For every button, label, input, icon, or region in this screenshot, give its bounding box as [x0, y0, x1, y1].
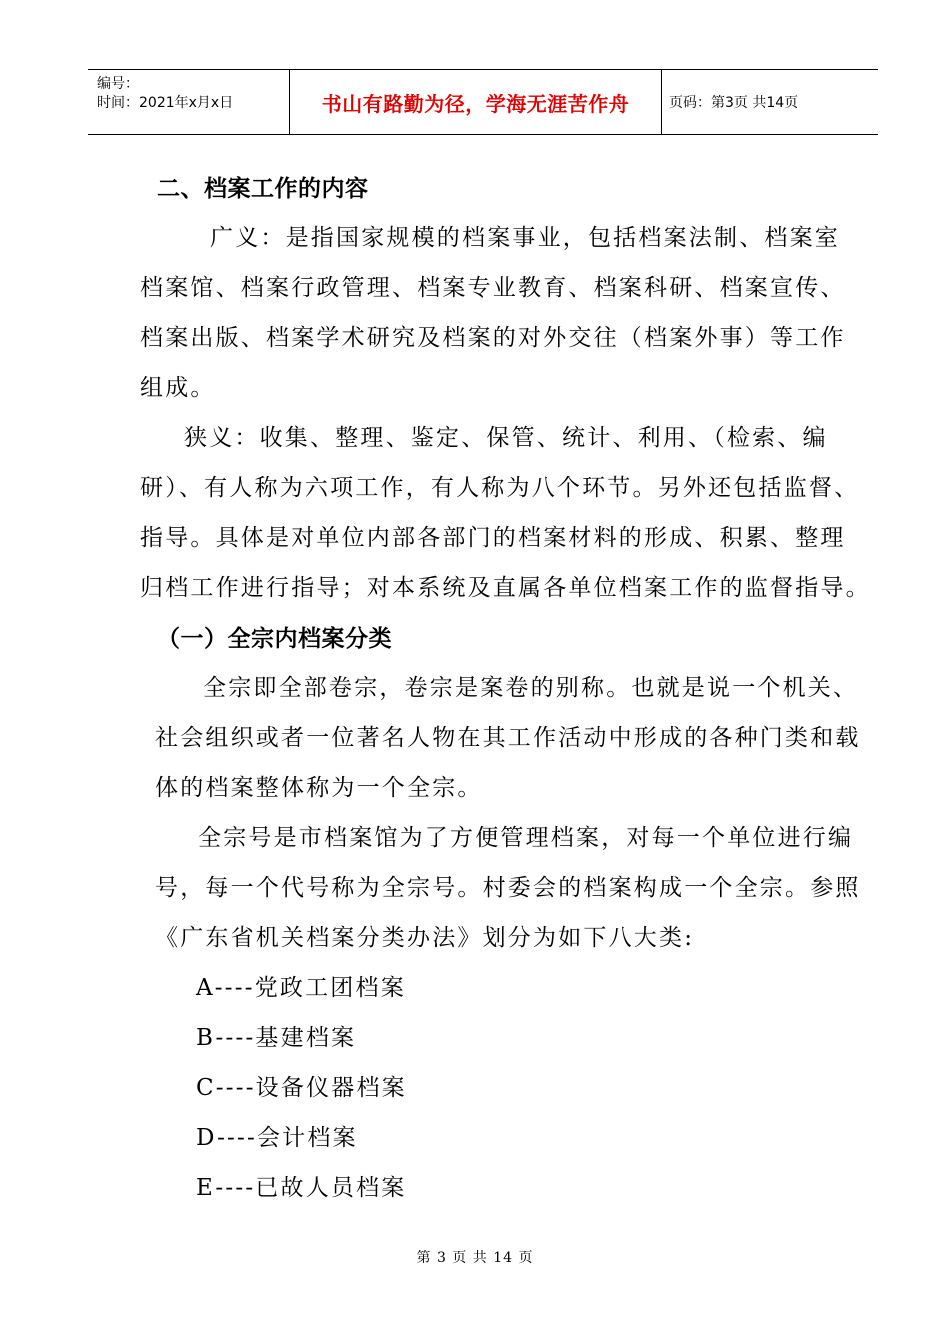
header-motto-cell	[290, 70, 662, 134]
paragraph-line: 体的档案整体称为一个全宗。	[155, 775, 483, 801]
category-item: C----设备仪器档案	[196, 1075, 407, 1101]
category-item: D----会计档案	[196, 1125, 358, 1151]
paragraph-line: 组成。	[140, 375, 216, 401]
page-header	[88, 69, 878, 135]
paragraph-line: 狭义：收集、整理、鉴定、保管、统计、利用、（检索、编	[184, 425, 828, 451]
paragraph-line: 全宗即全部卷宗，卷宗是案卷的别称。也就是说一个机关、	[203, 675, 859, 701]
subsection-title: （一）全宗内档案分类	[157, 626, 392, 652]
category-item: B----基建档案	[196, 1025, 357, 1051]
paragraph-line: 档案馆、档案行政管理、档案专业教育、档案科研、档案宣传、	[140, 275, 846, 301]
paragraph-line: 广义：是指国家规模的档案事业，包括档案法制、档案室	[210, 225, 840, 251]
header-motto: 书山有路勤为径，学海无涯苦作舟	[321, 91, 630, 116]
paragraph-line: 《广东省机关档案分类办法》划分为如下八大类:	[155, 925, 695, 951]
paragraph-line: 全宗号是市档案馆为了方便管理档案，对每一个单位进行编	[198, 825, 854, 851]
header-page-cell	[662, 70, 878, 134]
category-item: E----已故人员档案	[196, 1175, 407, 1201]
paragraph-line: 指导。具体是对单位内部各部门的档案材料的形成、积累、整理	[140, 525, 846, 551]
paragraph-line: 档案出版、档案学术研究及档案的对外交往（档案外事）等工作	[140, 325, 846, 351]
paragraph-line: 研）、有人称为六项工作，有人称为八个环节。另外还包括监督、	[140, 475, 860, 501]
paragraph-line: 归档工作进行指导；对本系统及直属各单位档案工作的监督指导。	[140, 575, 871, 601]
category-item: A----党政工团档案	[196, 975, 406, 1001]
document-number: 编号：	[97, 76, 139, 92]
header-page-number: 页码：第3页 共14页	[669, 95, 799, 111]
header-meta-cell	[88, 70, 290, 134]
paragraph-line: 号，每一个代号称为全宗号。村委会的档案构成一个全宗。参照	[155, 875, 861, 901]
paragraph-line: 社会组织或者一位著名人物在其工作活动中形成的各种门类和载	[155, 725, 861, 751]
section-title: 二、档案工作的内容	[157, 176, 369, 202]
page-footer: 第 3 页 共 14 页	[416, 1250, 534, 1266]
document-time: 时间：2021年x月x日	[97, 95, 234, 111]
